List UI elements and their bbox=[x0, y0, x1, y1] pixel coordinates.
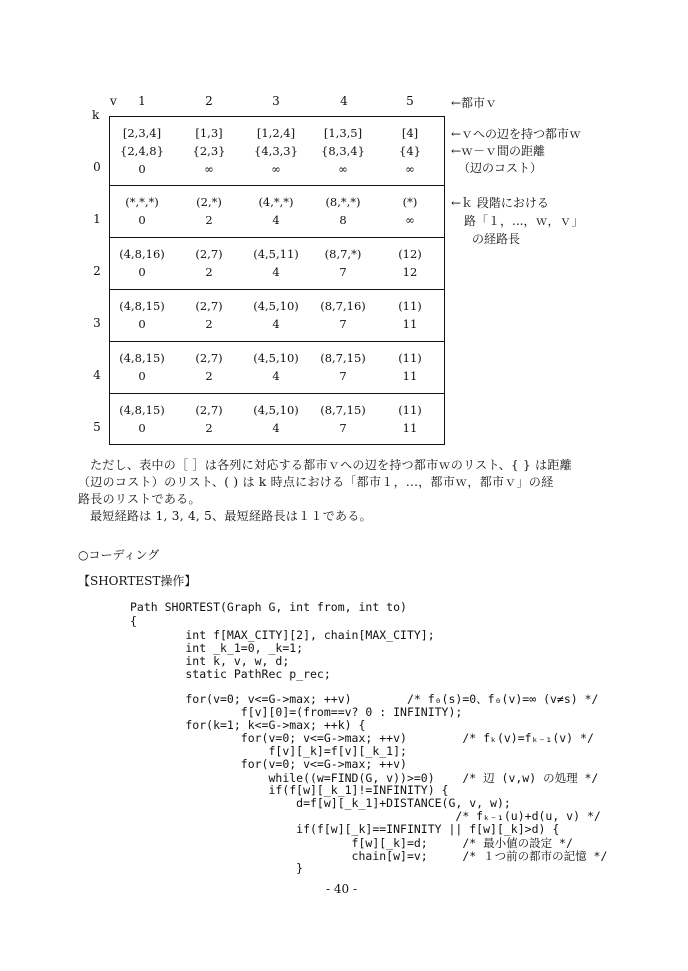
code-line: for(v=0; v<=G->max; ++v) bbox=[130, 757, 407, 771]
adjacent-list-cell: [4] bbox=[401, 126, 419, 140]
length-cell: ∞ bbox=[271, 162, 281, 176]
annotation-k-stage-path: 路「１，...，ｗ，ｖ」 bbox=[464, 214, 584, 228]
v-axis-label: v bbox=[110, 94, 117, 108]
path-cell: (8,7,15) bbox=[320, 351, 366, 365]
subsection-title: 【SHORTEST操作】 bbox=[78, 574, 197, 588]
path-cell: (8,*,*) bbox=[325, 195, 361, 209]
explanation-line: 路長のリストである。 bbox=[78, 492, 201, 506]
length-cell: 11 bbox=[402, 421, 418, 435]
length-cell: 2 bbox=[205, 213, 213, 227]
annotation-adjacent: ←ｖへの辺を持つ都市ｗ bbox=[451, 127, 582, 141]
length-cell: 7 bbox=[339, 265, 347, 279]
path-cell: (8,7,15) bbox=[320, 403, 366, 417]
cost-list-cell: {2,3} bbox=[192, 144, 226, 158]
length-cell: 7 bbox=[339, 317, 347, 331]
annotation-k-stage: ←ｋ 段階における bbox=[451, 196, 549, 210]
row-divider bbox=[110, 341, 444, 342]
code-line: int k, v, w, d; bbox=[130, 654, 290, 668]
length-cell: 7 bbox=[339, 421, 347, 435]
code-line: f[v][_k]=f[v][_k_1]; bbox=[130, 744, 407, 758]
length-cell: 4 bbox=[272, 369, 280, 383]
code-line: f[v][0]=(from==v? 0 : INFINITY); bbox=[130, 705, 463, 719]
length-cell: 0 bbox=[138, 162, 146, 176]
length-cell: 4 bbox=[272, 213, 280, 227]
path-cell: (8,7,16) bbox=[320, 299, 366, 313]
code-line: if(f[w][_k_1]!=INFINITY) { bbox=[130, 783, 449, 797]
code-line: int f[MAX_CITY][2], chain[MAX_CITY]; bbox=[130, 628, 435, 642]
length-cell: ∞ bbox=[405, 213, 415, 227]
row-divider bbox=[110, 289, 444, 290]
path-cell: (11) bbox=[398, 299, 422, 313]
length-cell: 2 bbox=[205, 265, 213, 279]
k-axis-label: k bbox=[92, 108, 100, 122]
path-cell: (11) bbox=[398, 403, 422, 417]
code-line: } bbox=[130, 861, 304, 875]
length-cell: 0 bbox=[138, 317, 146, 331]
code-line: static PathRec p_rec; bbox=[130, 667, 331, 681]
path-cell: (4,5,10) bbox=[253, 351, 299, 365]
length-cell: 0 bbox=[138, 265, 146, 279]
code-line: /* fₖ₋₁(u)+d(u, v) */ bbox=[130, 809, 601, 823]
path-cell: (2,7) bbox=[195, 299, 223, 313]
path-cell: (2,7) bbox=[195, 247, 223, 261]
cost-list-cell: {4} bbox=[399, 144, 421, 158]
length-cell: 7 bbox=[339, 369, 347, 383]
row-divider bbox=[110, 393, 444, 394]
cost-list-cell: {4,3,3} bbox=[254, 144, 298, 158]
section-title: ○コーディング bbox=[78, 548, 160, 562]
length-cell: 2 bbox=[205, 317, 213, 331]
cost-list-cell: {8,3,4} bbox=[321, 144, 365, 158]
path-cell: (4,*,*) bbox=[258, 195, 294, 209]
length-cell: ∞ bbox=[338, 162, 348, 176]
path-cell: (4,5,10) bbox=[253, 403, 299, 417]
code-line: while((w=FIND(G, v))>=0) /* 辺 (v,w) の処理 */ bbox=[130, 771, 599, 785]
code-line: d=f[w][_k_1]+DISTANCE(G, v, w); bbox=[130, 796, 511, 810]
row-label-k5: 5 bbox=[93, 420, 101, 434]
annotation-k-stage-length: の経路長 bbox=[472, 232, 521, 246]
length-cell: 11 bbox=[402, 317, 418, 331]
path-cell: (*) bbox=[402, 195, 418, 209]
length-cell: ∞ bbox=[204, 162, 214, 176]
length-cell: 11 bbox=[402, 369, 418, 383]
column-header-5: 5 bbox=[406, 94, 414, 108]
length-cell: 12 bbox=[402, 265, 418, 279]
path-cell: (8,7,*) bbox=[324, 247, 362, 261]
code-line: for(v=0; v<=G->max; ++v) /* fₖ(v)=fₖ₋₁(v) */ bbox=[130, 731, 594, 745]
path-cell: (12) bbox=[398, 247, 422, 261]
path-cell: (*,*,*) bbox=[125, 195, 159, 209]
length-cell: 4 bbox=[272, 317, 280, 331]
code-line: for(k=1; k<=G->max; ++k) { bbox=[130, 718, 366, 732]
annotation-distance: ←ｗ－ｖ間の距離 bbox=[451, 144, 546, 158]
adjacent-list-cell: [1,2,4] bbox=[256, 126, 296, 140]
code-line: Path SHORTEST(Graph G, int from, int to) bbox=[130, 600, 407, 614]
length-cell: 2 bbox=[205, 421, 213, 435]
code-line: for(v=0; v<=G->max; ++v) /* f₀(s)=0、f₀(v)=∞ (v≠s) */ bbox=[130, 692, 599, 706]
path-cell: (4,8,15) bbox=[119, 299, 165, 313]
path-cell: (4,5,10) bbox=[253, 299, 299, 313]
explanation-line: （辺のコスト）のリスト、( ) は k 時点における「都市１，...，都市ｗ，都市ｖ」の経 bbox=[78, 475, 554, 489]
path-cell: (4,8,15) bbox=[119, 351, 165, 365]
path-cell: (2,7) bbox=[195, 403, 223, 417]
column-header-2: 2 bbox=[205, 94, 213, 108]
column-header-3: 3 bbox=[272, 94, 280, 108]
adjacent-list-cell: [2,3,4] bbox=[122, 126, 162, 140]
path-cell: (2,*) bbox=[196, 195, 222, 209]
explanation-line: ただし、表中の［ ］は各列に対応する都市ｖへの辺を持つ都市ｗのリスト、{ } は距離 bbox=[90, 458, 572, 472]
row-divider bbox=[110, 185, 444, 186]
column-header-4: 4 bbox=[340, 94, 348, 108]
result-line: 最短経路は 1, 3, 4, 5、最短経路長は１１である。 bbox=[90, 509, 372, 523]
path-cell: (4,8,15) bbox=[119, 403, 165, 417]
column-header-1: 1 bbox=[138, 94, 146, 108]
path-cell: (4,8,16) bbox=[119, 247, 165, 261]
length-cell: 8 bbox=[339, 213, 347, 227]
page-number: - 40 - bbox=[326, 882, 358, 896]
code-line: int _k_1=0, _k=1; bbox=[130, 641, 304, 655]
length-cell: 4 bbox=[272, 421, 280, 435]
row-divider bbox=[110, 237, 444, 238]
dp-table bbox=[109, 116, 445, 445]
cost-list-cell: {2,4,8} bbox=[120, 144, 164, 158]
length-cell: 0 bbox=[138, 213, 146, 227]
code-line: f[w][_k]=d; /* 最小値の設定 */ bbox=[130, 836, 573, 850]
path-cell: (11) bbox=[398, 351, 422, 365]
code-line: { bbox=[130, 614, 137, 628]
annotation-distance-sub: （辺のコスト） bbox=[458, 161, 543, 175]
row-label-k4: 4 bbox=[93, 368, 101, 382]
path-cell: (2,7) bbox=[195, 351, 223, 365]
code-line: chain[w]=v; /* １つ前の都市の記憶 */ bbox=[130, 849, 608, 863]
adjacent-list-cell: [1,3,5] bbox=[323, 126, 363, 140]
code-line: if(f[w][_k]==INFINITY || f[w][_k]>d) { bbox=[130, 822, 560, 836]
length-cell: ∞ bbox=[405, 162, 415, 176]
length-cell: 2 bbox=[205, 369, 213, 383]
length-cell: 0 bbox=[138, 421, 146, 435]
length-cell: 4 bbox=[272, 265, 280, 279]
row-label-k3: 3 bbox=[93, 316, 101, 330]
length-cell: 0 bbox=[138, 369, 146, 383]
row-label-k0: 0 bbox=[93, 160, 101, 174]
row-label-k1: 1 bbox=[93, 212, 101, 226]
column-annotation: ←都市ｖ bbox=[451, 96, 498, 110]
path-cell: (4,5,11) bbox=[253, 247, 299, 261]
adjacent-list-cell: [1,3] bbox=[195, 126, 223, 140]
row-label-k2: 2 bbox=[93, 264, 101, 278]
